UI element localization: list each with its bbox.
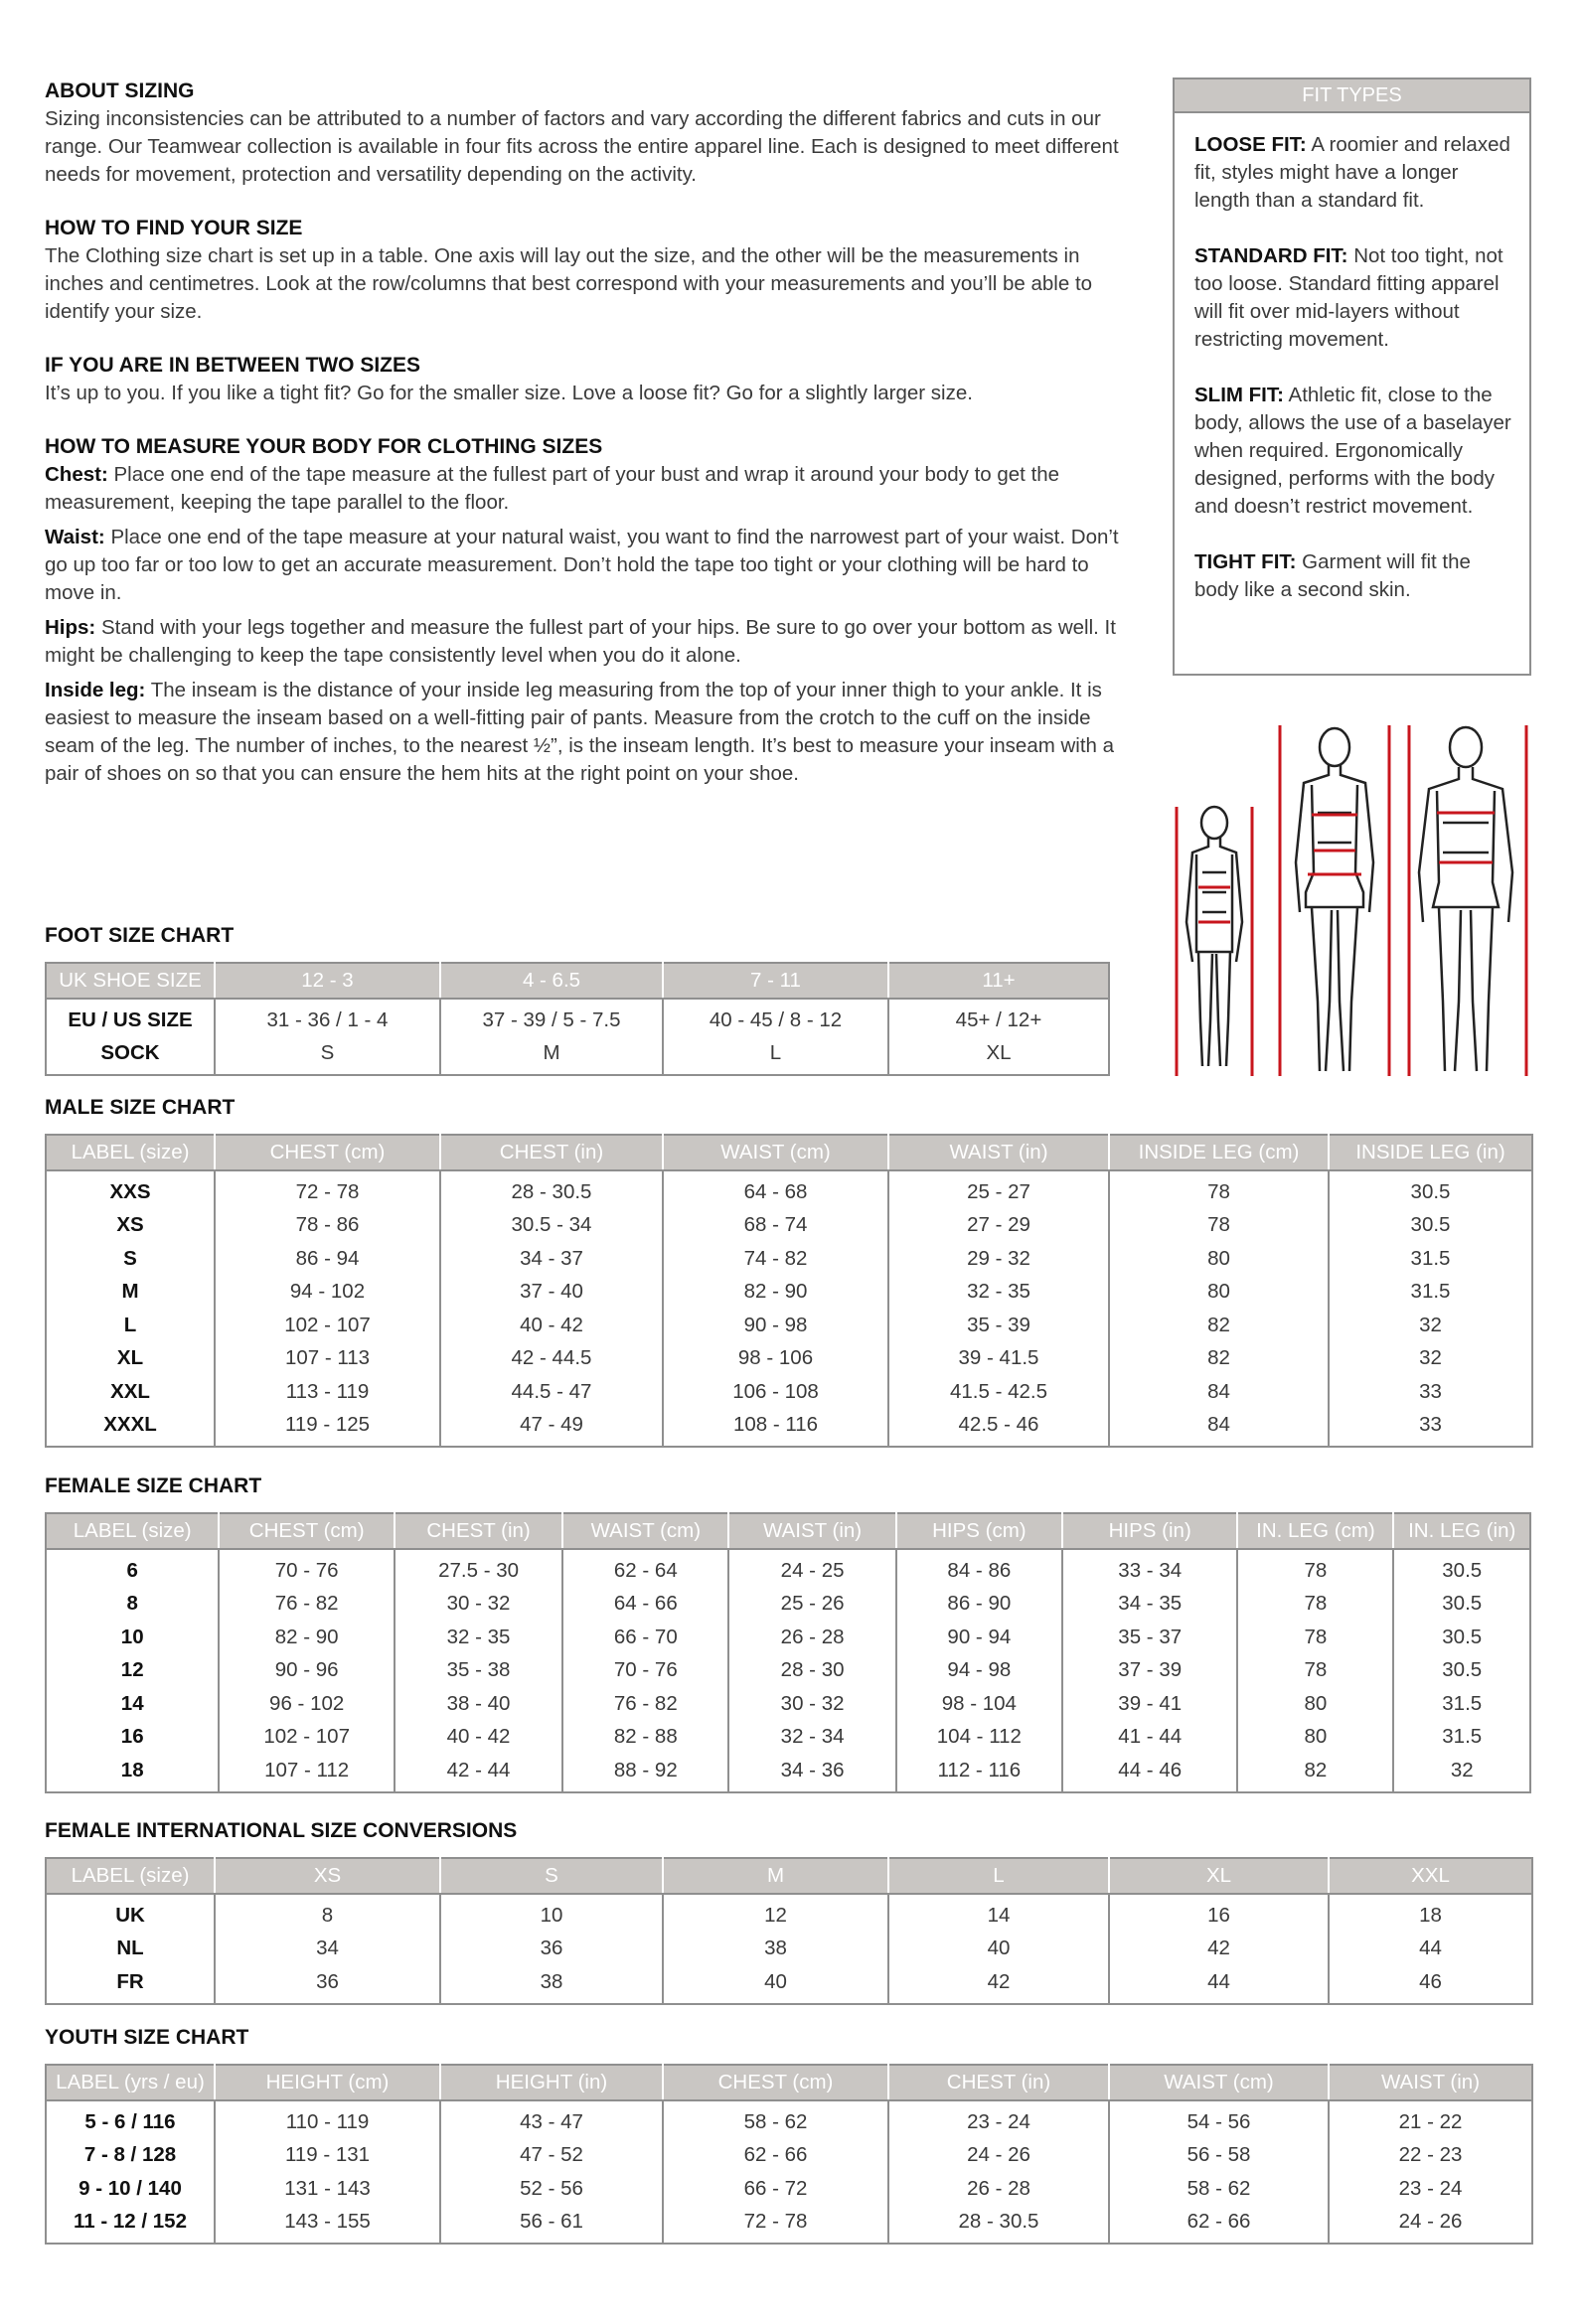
table-cell: 90 - 96	[219, 1654, 394, 1688]
column-header: LABEL (size)	[46, 1513, 219, 1549]
column-header: HEIGHT (cm)	[215, 2065, 440, 2100]
table-cell: 31.5	[1393, 1721, 1530, 1755]
table-cell: EU / US SIZE	[68, 1007, 193, 1031]
table-row	[46, 2206, 1532, 2245]
measure-title: HOW TO MEASURE YOUR BODY FOR CLOTHING SIZES	[45, 435, 603, 458]
table-cell: 40	[663, 1965, 888, 2004]
table-cell: 12	[663, 1894, 888, 1933]
find-size-section	[45, 215, 1128, 326]
table-cell: 70 - 76	[562, 1654, 728, 1688]
hips-text: Stand with your legs together and measure the fullest part of your hips. Be sure to go over your bottom as well. It might be challenging to keep the tape consistently level when you do it alone.	[45, 616, 1116, 667]
table-row	[46, 1687, 1530, 1721]
table-cell: 35 - 38	[395, 1654, 562, 1688]
table-cell: 25 - 26	[728, 1588, 895, 1622]
table-row	[46, 1170, 1532, 1209]
fit-type-text: Athletic fit, close to the body, allows the use of a baselayer when required. Ergonomically designed, performs with the body and doesn’t restrict movement.	[1194, 384, 1511, 518]
column-header: HIPS (in)	[1062, 1513, 1237, 1549]
fit-types-body	[1175, 113, 1529, 604]
table-cell: 42 - 44.5	[440, 1342, 663, 1376]
table-cell: 42.5 - 46	[888, 1409, 1109, 1448]
table-cell: 18	[120, 1758, 144, 1782]
table-cell: 82 - 90	[219, 1621, 394, 1654]
column-header: INSIDE LEG (in)	[1329, 1135, 1532, 1170]
table-cell: 12	[120, 1658, 144, 1682]
table-cell: 82 - 88	[562, 1721, 728, 1755]
table-cell: FR	[116, 1969, 144, 1993]
column-header: HEIGHT (in)	[440, 2065, 663, 2100]
table-cell: 23 - 24	[1329, 2172, 1532, 2206]
fit-type-text: A roomier and relaxed fit, styles might have a longer length than a standard fit.	[1194, 133, 1510, 212]
table-cell: 28 - 30	[728, 1654, 895, 1688]
column-header: CHEST (cm)	[215, 1135, 440, 1170]
table-cell: 29 - 32	[888, 1242, 1109, 1276]
about-sizing-title: ABOUT SIZING	[45, 79, 195, 102]
fit-type-standard	[1194, 242, 1511, 354]
column-header: 11+	[888, 963, 1109, 999]
waist-text: Place one end of the tape measure at your natural waist, you want to find the narrowest part of your waist. Don’t go up too far or too low to get an accurate measurement. Don’t hold the tape too tight or your clothing will be hard to move in.	[45, 526, 1119, 604]
table-header-row	[46, 1513, 1530, 1549]
table-cell: 24 - 26	[888, 2139, 1109, 2173]
table-cell: XXL	[110, 1379, 150, 1403]
column-header: IN. LEG (cm)	[1237, 1513, 1393, 1549]
table-cell: 84	[1109, 1375, 1329, 1409]
table-cell: 32	[1393, 1754, 1530, 1792]
table-cell: M	[121, 1280, 139, 1304]
table-cell: 84 - 86	[896, 1549, 1062, 1588]
table-cell: 32 - 35	[888, 1276, 1109, 1310]
table-cell: 74 - 82	[663, 1242, 888, 1276]
table-cell: 30.5	[1393, 1588, 1530, 1622]
inside-leg-text: The inseam is the distance of your inside leg measuring from the top of your inner thigh to your ankle. It is easiest to measure the inseam based on a well-fitting pair of pants. Measure from the crotch to the cuff on the inside seam of the leg. The number of inches, to the nearest ½”, is the inseam length. It’s best to measure your inseam with a pair of shoes on so that you can ensure the hem hits at the right point on your shoe.	[45, 679, 1115, 785]
table-cell: 108 - 116	[663, 1409, 888, 1448]
column-header: UK SHOE SIZE	[46, 963, 215, 999]
column-header: WAIST (cm)	[663, 1135, 888, 1170]
table-cell: 46	[1329, 1965, 1532, 2004]
table-cell: 119 - 131	[215, 2139, 440, 2173]
table-cell: 42 - 44	[395, 1754, 562, 1792]
table-cell: 98 - 104	[896, 1687, 1062, 1721]
table-cell: 107 - 113	[215, 1342, 440, 1376]
hips-label: Hips:	[45, 616, 96, 639]
column-header: INSIDE LEG (cm)	[1109, 1135, 1329, 1170]
table-row	[46, 1621, 1530, 1654]
intl-conversion-table	[45, 1857, 1533, 2005]
table-cell: 14	[120, 1691, 144, 1715]
table-cell: 47 - 52	[440, 2139, 663, 2173]
table-cell: L	[663, 1037, 888, 1076]
male-chart-title: MALE SIZE CHART	[45, 1096, 236, 1119]
table-cell: 82	[1109, 1309, 1329, 1342]
measure-chest	[45, 461, 1128, 517]
column-header: M	[663, 1858, 888, 1894]
table-cell: 6	[126, 1558, 138, 1582]
table-row	[46, 1933, 1532, 1966]
table-row	[46, 1894, 1532, 1933]
table-cell: 42	[1109, 1933, 1329, 1966]
table-cell: 98 - 106	[663, 1342, 888, 1376]
table-cell: 70 - 76	[219, 1549, 394, 1588]
measure-inside-leg	[45, 677, 1128, 788]
table-cell: 131 - 143	[215, 2172, 440, 2206]
table-cell: 35 - 37	[1062, 1621, 1237, 1654]
table-cell: 90 - 98	[663, 1309, 888, 1342]
table-cell: 24 - 26	[1329, 2206, 1532, 2245]
table-row	[46, 1588, 1530, 1622]
table-cell: 22 - 23	[1329, 2139, 1532, 2173]
table-cell: 45+ / 12+	[888, 999, 1109, 1037]
table-cell: 25 - 27	[888, 1170, 1109, 1209]
table-cell: 23 - 24	[888, 2100, 1109, 2139]
table-cell: 78	[1109, 1209, 1329, 1243]
intl-chart-title: FEMALE INTERNATIONAL SIZE CONVERSIONS	[45, 1819, 518, 1842]
table-cell: 16	[120, 1725, 144, 1749]
table-cell: 76 - 82	[219, 1588, 394, 1622]
fit-type-label: LOOSE FIT:	[1194, 133, 1307, 156]
column-header: CHEST (in)	[395, 1513, 562, 1549]
fit-type-loose	[1194, 131, 1511, 215]
table-cell: 16	[1109, 1894, 1329, 1933]
table-cell: 36	[440, 1933, 663, 1966]
body-measurement-figures	[1173, 723, 1531, 1081]
table-cell: 94 - 102	[215, 1276, 440, 1310]
table-cell: 8	[215, 1894, 440, 1933]
table-cell: 40 - 42	[395, 1721, 562, 1755]
foot-size-table	[45, 962, 1110, 1076]
table-cell: 62 - 66	[1109, 2206, 1329, 2245]
table-cell: 54 - 56	[1109, 2100, 1329, 2139]
table-cell: 64 - 66	[562, 1588, 728, 1622]
table-row	[46, 1209, 1532, 1243]
table-cell: S	[123, 1246, 137, 1270]
column-header: WAIST (in)	[1329, 2065, 1532, 2100]
table-cell: UK	[115, 1903, 145, 1927]
table-cell: 58 - 62	[663, 2100, 888, 2139]
about-sizing-text: Sizing inconsistencies can be attributed to a number of factors and vary according the different fabrics and cuts in our range. Our Teamwear collection is available in four fits across the entire apparel line. Each is designed to meet different needs for movement, protection and versatility depending on the activity.	[45, 107, 1119, 186]
table-cell: 10	[120, 1625, 144, 1648]
table-cell: 44 - 46	[1062, 1754, 1237, 1792]
female-size-table	[45, 1512, 1531, 1793]
table-cell: 9 - 10 / 140	[79, 2176, 182, 2200]
table-cell: 37 - 39 / 5 - 7.5	[440, 999, 663, 1037]
table-cell: S	[215, 1037, 440, 1076]
column-header: CHEST (cm)	[663, 2065, 888, 2100]
table-header-row	[46, 2065, 1532, 2100]
table-cell: 39 - 41	[1062, 1687, 1237, 1721]
table-cell: SOCK	[100, 1041, 160, 1065]
table-row	[46, 1721, 1530, 1755]
table-cell: 31.5	[1329, 1242, 1532, 1276]
table-cell: 21 - 22	[1329, 2100, 1532, 2139]
column-header: XL	[1109, 1858, 1329, 1894]
table-cell: 90 - 94	[896, 1621, 1062, 1654]
column-header: S	[440, 1858, 663, 1894]
table-cell: 24 - 25	[728, 1549, 895, 1588]
column-header: XXL	[1329, 1858, 1532, 1894]
column-header: CHEST (in)	[440, 1135, 663, 1170]
table-cell: 44.5 - 47	[440, 1375, 663, 1409]
table-cell: 106 - 108	[663, 1375, 888, 1409]
male-body-figure-icon	[1419, 727, 1512, 1071]
youth-size-table	[45, 2064, 1533, 2245]
column-header: 7 - 11	[663, 963, 888, 999]
table-cell: XS	[116, 1213, 144, 1237]
table-cell: 32 - 34	[728, 1721, 895, 1755]
table-cell: 34 - 36	[728, 1754, 895, 1792]
table-cell: 34	[215, 1933, 440, 1966]
table-cell: 27 - 29	[888, 1209, 1109, 1243]
table-cell: 40 - 45 / 8 - 12	[663, 999, 888, 1037]
table-row	[46, 1309, 1532, 1342]
table-cell: 38	[663, 1933, 888, 1966]
fit-types-header: FIT TYPES	[1175, 79, 1529, 113]
table-cell: 34 - 37	[440, 1242, 663, 1276]
table-cell: 80	[1109, 1242, 1329, 1276]
table-row	[46, 1965, 1532, 2004]
column-header: WAIST (in)	[888, 1135, 1109, 1170]
between-sizes-section	[45, 352, 1128, 407]
intro-text	[45, 77, 1128, 788]
table-cell: 94 - 98	[896, 1654, 1062, 1688]
table-header-row	[46, 1858, 1532, 1894]
table-cell: 26 - 28	[888, 2172, 1109, 2206]
fit-type-text: Not too tight, not too loose. Standard fitting apparel will fit over mid-layers without restricting movement.	[1194, 244, 1503, 351]
fit-type-label: STANDARD FIT:	[1194, 244, 1348, 267]
table-cell: 32 - 35	[395, 1621, 562, 1654]
table-cell: 78	[1237, 1549, 1393, 1588]
table-cell: 107 - 112	[219, 1754, 394, 1792]
table-row	[46, 1037, 1109, 1076]
fit-types-box	[1173, 77, 1531, 676]
table-cell: 30 - 32	[395, 1588, 562, 1622]
table-cell: 33	[1329, 1409, 1532, 1448]
table-row	[46, 1276, 1532, 1310]
table-cell: 10	[440, 1894, 663, 1933]
table-header-row	[46, 1135, 1532, 1170]
table-cell: 7 - 8 / 128	[83, 2143, 177, 2167]
table-cell: 104 - 112	[896, 1721, 1062, 1755]
table-row	[46, 1754, 1530, 1792]
table-header-row	[46, 963, 1109, 999]
table-cell: 78	[1109, 1170, 1329, 1209]
table-cell: 62 - 64	[562, 1549, 728, 1588]
table-cell: 80	[1237, 1687, 1393, 1721]
table-cell: 33	[1329, 1375, 1532, 1409]
table-cell: 110 - 119	[215, 2100, 440, 2139]
table-cell: 78	[1237, 1588, 1393, 1622]
find-size-text: The Clothing size chart is set up in a table. One axis will lay out the size, and the other will be the measurements in inches and centimetres. Look at the row/columns that best correspond with your measurements and you’ll be able to identify your size.	[45, 244, 1093, 323]
table-cell: 88 - 92	[562, 1754, 728, 1792]
table-cell: 31.5	[1393, 1687, 1530, 1721]
table-cell: 34 - 35	[1062, 1588, 1237, 1622]
table-cell: 40 - 42	[440, 1309, 663, 1342]
table-cell: 62 - 66	[663, 2139, 888, 2173]
table-cell: 66 - 70	[562, 1621, 728, 1654]
table-cell: 78	[1237, 1621, 1393, 1654]
table-cell: 102 - 107	[215, 1309, 440, 1342]
table-cell: 28 - 30.5	[440, 1170, 663, 1209]
table-cell: 86 - 90	[896, 1588, 1062, 1622]
column-header: WAIST (cm)	[562, 1513, 728, 1549]
female-measure-lines	[1280, 725, 1389, 1076]
table-cell: 38	[440, 1965, 663, 2004]
table-cell: 52 - 56	[440, 2172, 663, 2206]
youth-chart-title: YOUTH SIZE CHART	[45, 2026, 249, 2049]
table-cell: 78 - 86	[215, 1209, 440, 1243]
table-row	[46, 999, 1109, 1037]
table-cell: 39 - 41.5	[888, 1342, 1109, 1376]
table-row	[46, 1342, 1532, 1376]
table-cell: 76 - 82	[562, 1687, 728, 1721]
table-row	[46, 1375, 1532, 1409]
inside-leg-label: Inside leg:	[45, 679, 146, 701]
table-cell: 30 - 32	[728, 1687, 895, 1721]
child-measure-lines	[1177, 807, 1252, 1076]
between-sizes-text: It’s up to you. If you like a tight fit? Go for the smaller size. Love a loose fit? Go for a slightly larger size.	[45, 382, 973, 404]
table-cell: 64 - 68	[663, 1170, 888, 1209]
table-cell: 36	[215, 1965, 440, 2004]
chest-text: Place one end of the tape measure at the fullest part of your bust and wrap it around your body to get the measurement, keeping the tape parallel to the floor.	[45, 463, 1060, 514]
table-cell: 30.5	[1393, 1654, 1530, 1688]
table-cell: XL	[888, 1037, 1109, 1076]
table-cell: 30.5	[1393, 1549, 1530, 1588]
table-cell: NL	[116, 1937, 144, 1960]
table-cell: 82 - 90	[663, 1276, 888, 1310]
table-cell: 42	[888, 1965, 1109, 2004]
table-cell: 35 - 39	[888, 1309, 1109, 1342]
column-header: LABEL (size)	[46, 1135, 215, 1170]
table-cell: 112 - 116	[896, 1754, 1062, 1792]
table-row	[46, 1549, 1530, 1588]
female-chart-title: FEMALE SIZE CHART	[45, 1474, 262, 1497]
table-cell: 80	[1237, 1721, 1393, 1755]
table-row	[46, 2100, 1532, 2139]
measure-section	[45, 433, 1128, 788]
column-header: L	[888, 1858, 1109, 1894]
table-cell: 86 - 94	[215, 1242, 440, 1276]
table-cell: 47 - 49	[440, 1409, 663, 1448]
column-header: WAIST (cm)	[1109, 2065, 1329, 2100]
table-cell: 41.5 - 42.5	[888, 1375, 1109, 1409]
column-header: HIPS (cm)	[896, 1513, 1062, 1549]
table-cell: M	[440, 1037, 663, 1076]
table-cell: 56 - 61	[440, 2206, 663, 2245]
female-body-figure-icon	[1296, 728, 1373, 1071]
table-cell: 78	[1237, 1654, 1393, 1688]
column-header: LABEL (size)	[46, 1858, 215, 1894]
table-row	[46, 2172, 1532, 2206]
table-cell: 80	[1109, 1276, 1329, 1310]
table-cell: 33 - 34	[1062, 1549, 1237, 1588]
foot-chart-title: FOOT SIZE CHART	[45, 924, 235, 947]
table-cell: 43 - 47	[440, 2100, 663, 2139]
table-cell: 84	[1109, 1409, 1329, 1448]
table-cell: 44	[1329, 1933, 1532, 1966]
fit-type-text: Garment will fit the body like a second skin.	[1194, 550, 1471, 601]
about-sizing-section	[45, 77, 1128, 189]
fit-type-tight	[1194, 548, 1511, 604]
table-row	[46, 1242, 1532, 1276]
table-cell: 96 - 102	[219, 1687, 394, 1721]
table-cell: 31 - 36 / 1 - 4	[215, 999, 440, 1037]
waist-label: Waist:	[45, 526, 105, 548]
table-cell: 102 - 107	[219, 1721, 394, 1755]
child-body-figure-icon	[1186, 807, 1242, 1066]
table-cell: 72 - 78	[215, 1170, 440, 1209]
find-size-title: HOW TO FIND YOUR SIZE	[45, 217, 303, 239]
table-cell: 32	[1329, 1342, 1532, 1376]
table-cell: 14	[888, 1894, 1109, 1933]
table-cell: 5 - 6 / 116	[84, 2109, 176, 2133]
table-row	[46, 1654, 1530, 1688]
table-cell: 38 - 40	[395, 1687, 562, 1721]
table-cell: XXXL	[103, 1413, 157, 1437]
between-sizes-title: IF YOU ARE IN BETWEEN TWO SIZES	[45, 354, 421, 377]
fit-type-label: TIGHT FIT:	[1194, 550, 1297, 573]
column-header: WAIST (in)	[728, 1513, 895, 1549]
table-cell: 8	[126, 1592, 138, 1616]
table-cell: 26 - 28	[728, 1621, 895, 1654]
fit-type-label: SLIM FIT:	[1194, 384, 1284, 406]
column-header: LABEL (yrs / eu)	[46, 2065, 215, 2100]
table-cell: XXS	[109, 1179, 151, 1203]
table-cell: 37 - 40	[440, 1276, 663, 1310]
table-cell: 41 - 44	[1062, 1721, 1237, 1755]
table-cell: 32	[1329, 1309, 1532, 1342]
table-cell: 82	[1237, 1754, 1393, 1792]
measure-waist	[45, 524, 1128, 607]
table-cell: 66 - 72	[663, 2172, 888, 2206]
table-cell: 56 - 58	[1109, 2139, 1329, 2173]
table-cell: 11 - 12 / 152	[74, 2210, 187, 2234]
table-cell: 44	[1109, 1965, 1329, 2004]
table-cell: XL	[116, 1346, 144, 1370]
chest-label: Chest:	[45, 463, 108, 486]
table-cell: 72 - 78	[663, 2206, 888, 2245]
fit-type-slim	[1194, 382, 1511, 521]
table-cell: 143 - 155	[215, 2206, 440, 2245]
table-cell: 82	[1109, 1342, 1329, 1376]
table-cell: 18	[1329, 1894, 1532, 1933]
table-cell: 37 - 39	[1062, 1654, 1237, 1688]
table-cell: 119 - 125	[215, 1409, 440, 1448]
column-header: IN. LEG (in)	[1393, 1513, 1530, 1549]
table-row	[46, 2139, 1532, 2173]
table-cell: 30.5	[1329, 1170, 1532, 1209]
table-cell: 30.5	[1393, 1621, 1530, 1654]
table-row	[46, 1409, 1532, 1448]
table-cell: 68 - 74	[663, 1209, 888, 1243]
table-cell: 30.5 - 34	[440, 1209, 663, 1243]
table-cell: 28 - 30.5	[888, 2206, 1109, 2245]
column-header: XS	[215, 1858, 440, 1894]
table-cell: 40	[888, 1933, 1109, 1966]
table-cell: 31.5	[1329, 1276, 1532, 1310]
male-measure-lines	[1409, 725, 1526, 1076]
measure-hips	[45, 614, 1128, 670]
table-cell: 30.5	[1329, 1209, 1532, 1243]
column-header: 12 - 3	[215, 963, 440, 999]
column-header: 4 - 6.5	[440, 963, 663, 999]
table-cell: 58 - 62	[1109, 2172, 1329, 2206]
column-header: CHEST (in)	[888, 2065, 1109, 2100]
table-cell: 113 - 119	[215, 1375, 440, 1409]
table-cell: 27.5 - 30	[395, 1549, 562, 1588]
table-cell: L	[123, 1313, 137, 1336]
column-header: CHEST (cm)	[219, 1513, 394, 1549]
male-size-table	[45, 1134, 1533, 1448]
